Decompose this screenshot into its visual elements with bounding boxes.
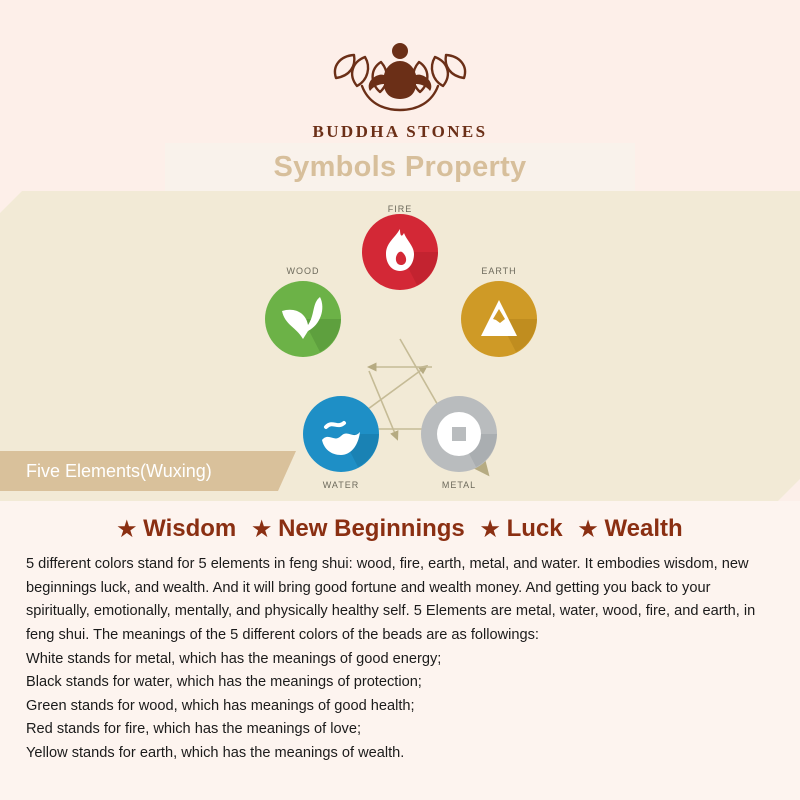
- page-title: Symbols Property: [273, 150, 527, 183]
- element-water: [303, 396, 379, 490]
- star-icon: ★: [117, 517, 137, 541]
- diagram-corner-top-left: [0, 191, 22, 213]
- keyword-item: [117, 515, 236, 543]
- keyword-item: [579, 515, 683, 543]
- content-section: [0, 501, 800, 800]
- meaning-line: White stands for metal, which has the meanings of good energy;: [26, 650, 442, 667]
- ribbon-tail-decoration: [278, 451, 296, 491]
- svg-text:WATER: WATER: [322, 480, 360, 490]
- keyword-item: [252, 515, 465, 543]
- svg-text:FIRE: FIRE: [387, 204, 413, 214]
- svg-text:WOOD: WOOD: [286, 266, 320, 276]
- meaning-line: Black stands for water, which has the meanings of protection;: [26, 674, 422, 691]
- meaning-line: Yellow stands for earth, which has the meanings of wealth.: [26, 745, 405, 762]
- keyword-label: Wisdom: [143, 515, 237, 542]
- description-paragraph: 5 different colors stand for 5 elements in feng shui: wood, fire, earth, metal, and water. It embodies wisdom, new beginnings luck, and wealth. And it will bring good fortune and wealth money. And getting you back to your spiritually, emotionally, mentally, and physically healthy self. 5 Elements are metal, water, wood, fire, and earth, in feng shui. The meanings of the 5 different colors of the beads are as followings:: [26, 556, 756, 643]
- keyword-label: Wealth: [604, 515, 683, 542]
- element-wood: [265, 266, 341, 357]
- keyword-label: Luck: [506, 515, 563, 542]
- star-icon: ★: [480, 517, 500, 541]
- brand-logo: [0, 22, 800, 142]
- meaning-line: Red stands for fire, which has the meanings of love;: [26, 721, 362, 738]
- ribbon-label: Five Elements(Wuxing): [26, 460, 212, 481]
- star-icon: ★: [578, 517, 598, 541]
- star-icon: ★: [252, 517, 272, 541]
- section-ribbon: [0, 451, 278, 491]
- header: [0, 0, 800, 196]
- keyword-item: [481, 515, 563, 543]
- title-banner: [165, 143, 635, 191]
- description-block: [26, 553, 774, 766]
- keyword-label: New Beginnings: [278, 515, 465, 542]
- meaning-line: Green stands for wood, which has meanings of good health;: [26, 697, 415, 714]
- element-fire: [362, 204, 438, 290]
- keyword-list: [0, 501, 800, 543]
- element-metal: [421, 396, 497, 490]
- brand-name: BUDDHA STONES: [312, 122, 488, 141]
- svg-text:METAL: METAL: [441, 480, 477, 490]
- svg-text:EARTH: EARTH: [481, 266, 517, 276]
- diagram-corner-bottom-right: [778, 479, 800, 501]
- lotus-meditation-figure-icon: [310, 22, 490, 120]
- element-earth: [461, 266, 537, 357]
